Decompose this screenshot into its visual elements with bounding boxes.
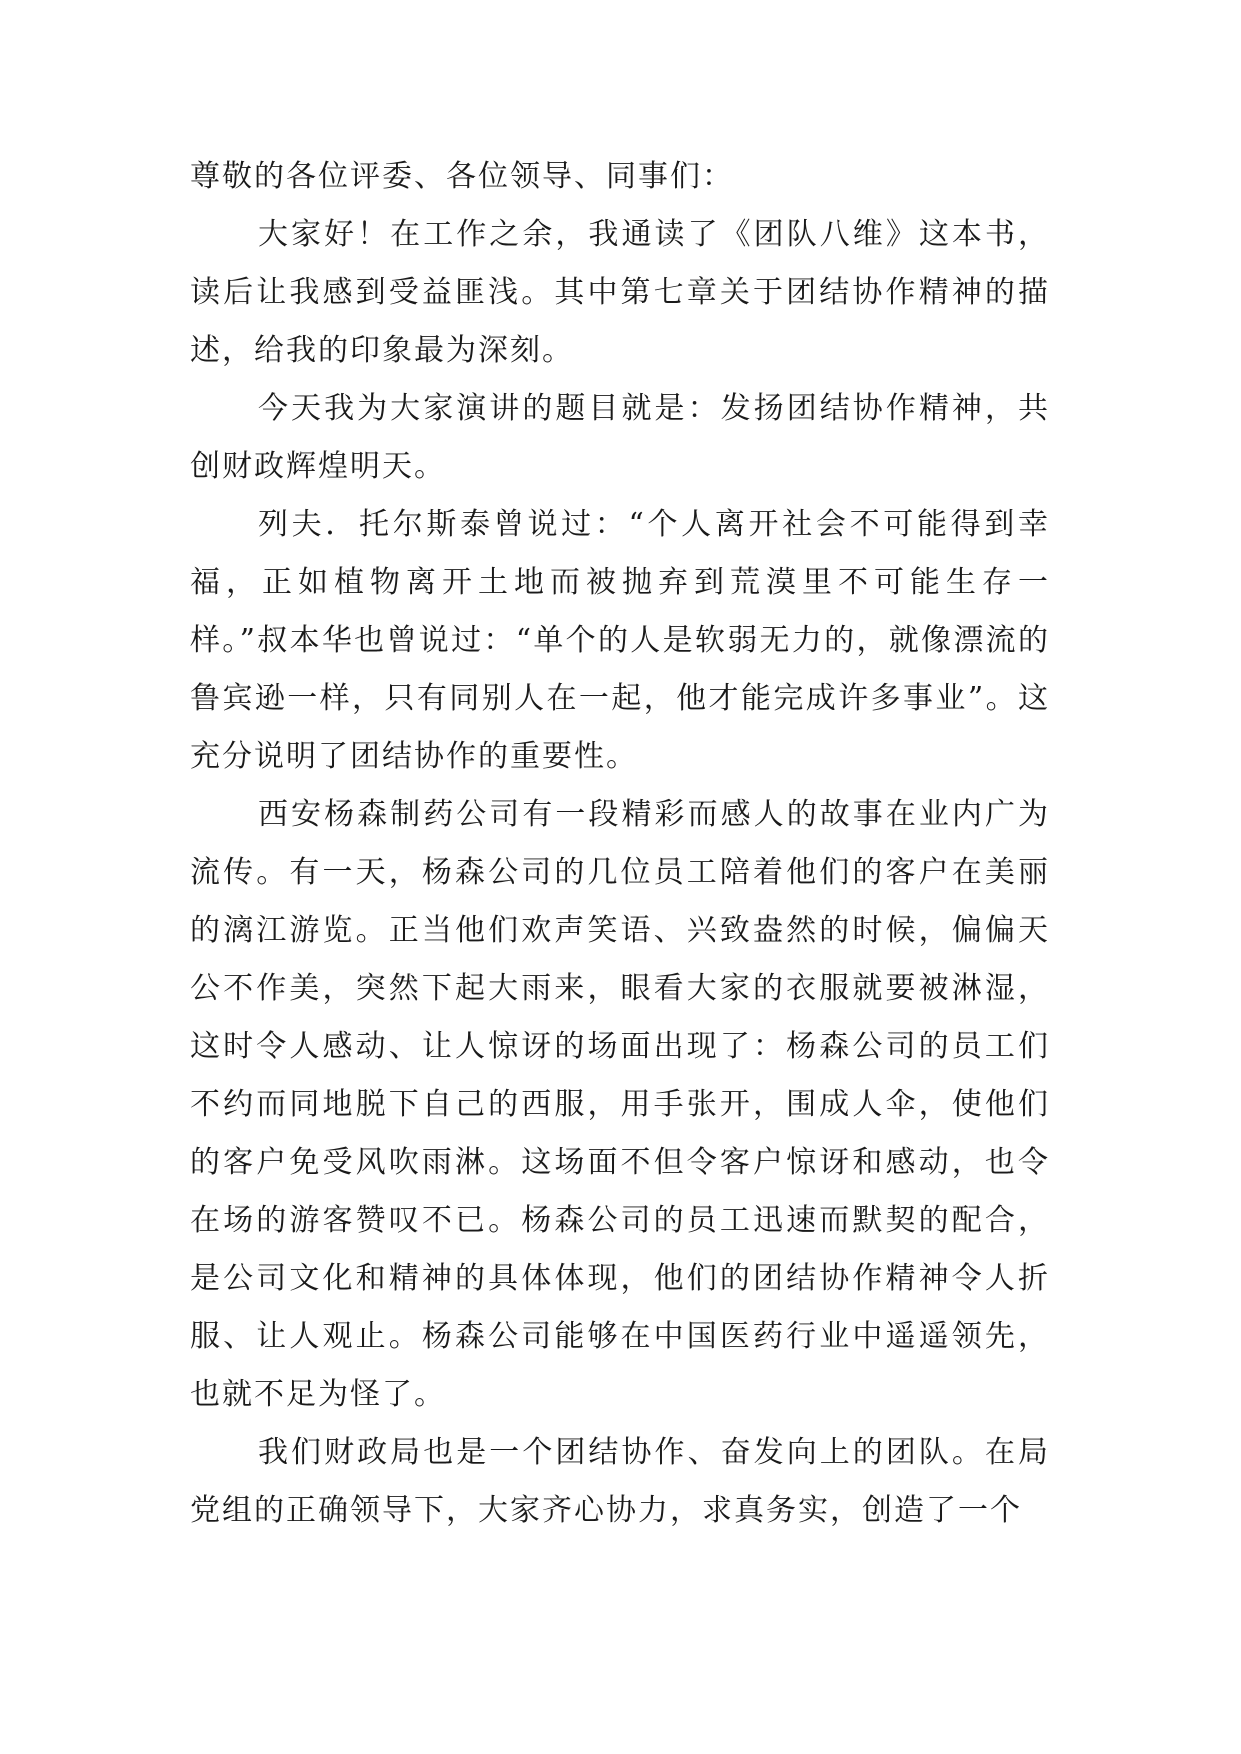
paragraph-topic: 今天我为大家演讲的题目就是：发扬团结协作精神，共创财政辉煌明天。 [190,391,1050,484]
paragraph-quotes: 列夫．托尔斯泰曾说过：“个人离开社会不可能得到幸福，正如植物离开土地而被抛弃到荒漠里不可能生存一样。”叔本华也曾说过：“单个的人是软弱无力的，就像漂流的鲁宾逊一样，只有同别人在一起，他才能完成许多事业”。这充分说明了团结协作的重要性。 [190,507,1050,774]
paragraph-finance-bureau: 我们财政局也是一个团结协作、奋发向上的团队。在局党组的正确领导下，大家齐心协力，求真务实，创造了一个 [190,1435,1050,1528]
salutation: 尊敬的各位评委、各位领导、同事们： [190,159,734,194]
paragraph-story: 西安杨森制药公司有一段精彩而感人的故事在业内广为流传。有一天，杨森公司的几位员工陪着他们的客户在美丽的漓江游览。正当他们欢声笑语、兴致盎然的时候，偏偏天公不作美，突然下起大雨来，眼看大家的衣服就要被淋湿，这时令人感动、让人惊讶的场面出现了：杨森公司的员工们不约而同地脱下自己的西服，用手张开，围成人伞，使他们的客户免受风吹雨淋。这场面不但令客户惊讶和感动，也令在场的游客赞叹不已。杨森公司的员工迅速而默契的配合，是公司文化和精神的具体体现，他们的团结协作精神令人折服、让人观止。杨森公司能够在中国医药行业中遥遥领先，也就不足为怪了。 [190,797,1050,1412]
document-body [190,148,1050,1540]
paragraph-greeting: 大家好！在工作之余，我通读了《团队八维》这本书，读后让我感到受益匪浅。其中第七章关于团结协作精神的描述，给我的印象最为深刻。 [190,217,1050,368]
